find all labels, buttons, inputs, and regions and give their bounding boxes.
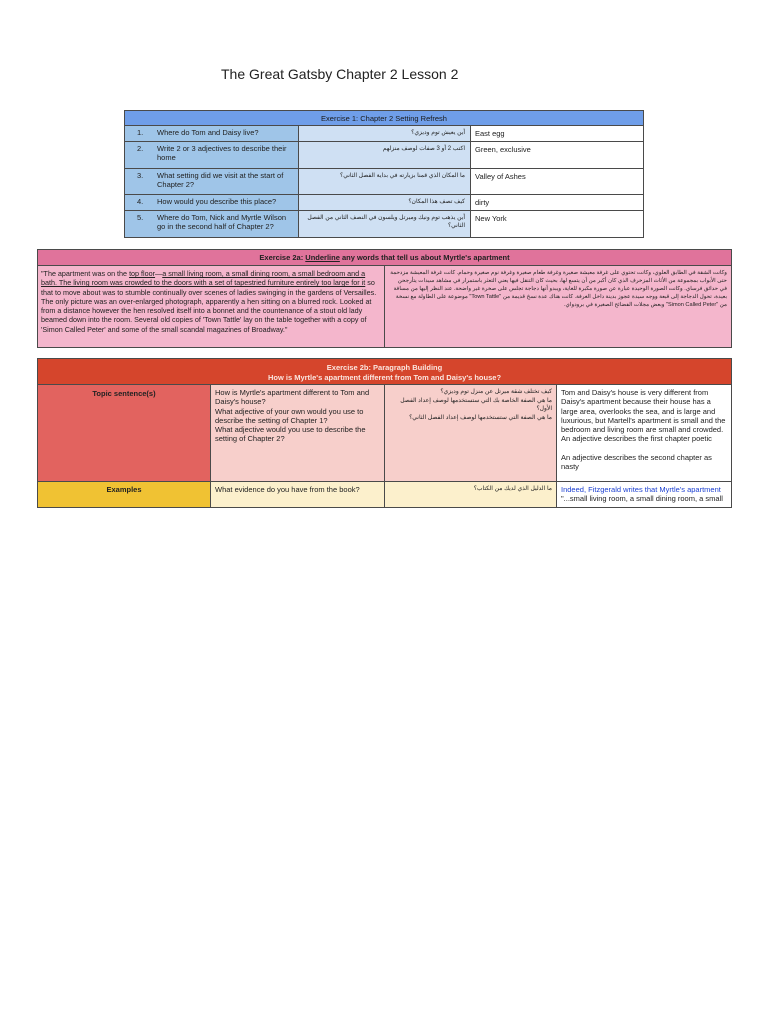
table-row: [125, 169, 644, 195]
answer-cell[interactable]: East egg: [471, 126, 644, 142]
question-cell: 1. Where do Tom and Daisy live?: [125, 126, 299, 142]
passage-arabic: وكانت الشقة في الطابق العلوي، وكانت تحتوي على غرفة معيشة صغيرة وغرفة طعام صغيرة وغرفة نوم صغيرة وحمام. كانت غرفة المعيشة مزدحمة حتى الأبواب بمجموعة من الأثاث المزخرف الذي كان أكبر من أن يتسع لها، بحيث كان التنقل فيها يعني التعثر باستمرار في مشاهد سيدات يتأرجحن في حدائق فرساي. وكانت الصورة الوحيدة عبارة عن صورة مكبرة للغاية، ويبدو أنها دجاجة تجلس على صخرة غير واضحة. عند النظر إليها من مسافة بعيدة، تحول الدجاجة إلى قبعة ووجه سيدة عجوز بدينة داخل الغرفة. كانت هناك عدة نسخ قديمة من "Town Tattle" موضوعة على الطاولة مع نسخة من "Simon Called Peter" وبعض مجلات الفضائح الصغيرة في برودواي.: [385, 266, 732, 348]
exercise1-header: Exercise 1: Chapter 2 Setting Refresh: [125, 111, 644, 126]
topic-questions: How is Myrtle's apartment different to Tom and Daisy's house? What adjective of your own would you use to describe the setting of Chapter 1? What adjective would you use to describe the setting of Chapter 2?: [211, 385, 385, 482]
page-title: The Great Gatsby Chapter 2 Lesson 2: [221, 66, 459, 82]
examples-question: What evidence do you have from the book?: [211, 482, 385, 508]
table-row: [125, 142, 644, 169]
answer-cell[interactable]: New York: [471, 211, 644, 238]
examples-label: Examples: [38, 482, 211, 508]
table-row: [125, 211, 644, 238]
passage-english[interactable]: "The apartment was on the top floor—a small living room, a small dining room, a small bedroom and a bath. The living room was crowded to the doors with a set of tapestried furniture entirely too large for it so that to move about was to stumble continually over scenes of ladies swinging in the gardens of Versailles. The only picture was an over-enlarged photograph, apparently a hen sitting on a blurred rock. Looked at from a distance however the hen resolved itself into a bonnet and the countenance of a stout old lady beamed down into the room. Several old copies of 'Town Tattle' lay on the table together with a copy of 'Simon Called Peter' and some of the small scandal magazines of Broadway.": [38, 266, 385, 348]
examples-question-arabic: ما الدليل الذي لديك من الكتاب؟: [385, 482, 557, 508]
answer-cell[interactable]: Valley of Ashes: [471, 169, 644, 195]
table-row: [38, 385, 732, 482]
topic-questions-arabic: كيف تختلف شقة ميرتل عن منزل توم وديزي؟ ما هي الصفة الخاصة بك التي ستستخدمها لوصف إعداد الفصل الأول؟ ما هي الصفة التي ستستخدمها لوصف إعداد الفصل الثاني؟: [385, 385, 557, 482]
answer-cell[interactable]: Green, exclusive: [471, 142, 644, 169]
table-row: [125, 126, 644, 142]
exercise2a-header: Exercise 2a: Underline any words that tell us about Myrtle's apartment: [38, 250, 732, 266]
exercise1-table: [124, 110, 644, 238]
table-row: [125, 195, 644, 211]
topic-sentence-label: Topic sentence(s): [38, 385, 211, 482]
exercise2a-table: [37, 249, 732, 348]
question-cell: 2. Write 2 or 3 adjectives to describe their home: [125, 142, 299, 169]
arabic-cell: أين يعيش توم وديزي؟: [299, 126, 471, 142]
question-cell: 5. Where do Tom, Nick and Myrtle Wilson go in the second half of Chapter 2?: [125, 211, 299, 238]
arabic-cell: ما المكان الذي قمنا بزيارته في بداية الفصل الثاني؟: [299, 169, 471, 195]
arabic-cell: أين يذهب توم ونيك وميرتل ويلسون في النصف الثاني من الفصل الثاني؟: [299, 211, 471, 238]
topic-answer[interactable]: Tom and Daisy's house is very different from Daisy's apartment because their house has a large area, overlooks the sea, and is large and luxurious, but Martell's apartment is small and the bedroom and living room are small and crowded. An adjective describes the first chapter poetic An adjective describes the second chapter as nasty: [557, 385, 732, 482]
question-cell: 3. What setting did we visit at the start of Chapter 2?: [125, 169, 299, 195]
table-row: [38, 482, 732, 508]
exercise2b-table: [37, 358, 732, 508]
examples-answer[interactable]: Indeed, Fitzgerald writes that Myrtle's apartment "...small living room, a small dining room, a small: [557, 482, 732, 508]
exercise2b-header: Exercise 2b: Paragraph Building How is Myrtle's apartment different from Tom and Daisy's house?: [38, 359, 732, 385]
answer-cell[interactable]: dirty: [471, 195, 644, 211]
arabic-cell: اكتب 2 أو 3 صفات لوصف منزلهم: [299, 142, 471, 169]
question-cell: 4. How would you describe this place?: [125, 195, 299, 211]
arabic-cell: كيف تصف هذا المكان؟: [299, 195, 471, 211]
